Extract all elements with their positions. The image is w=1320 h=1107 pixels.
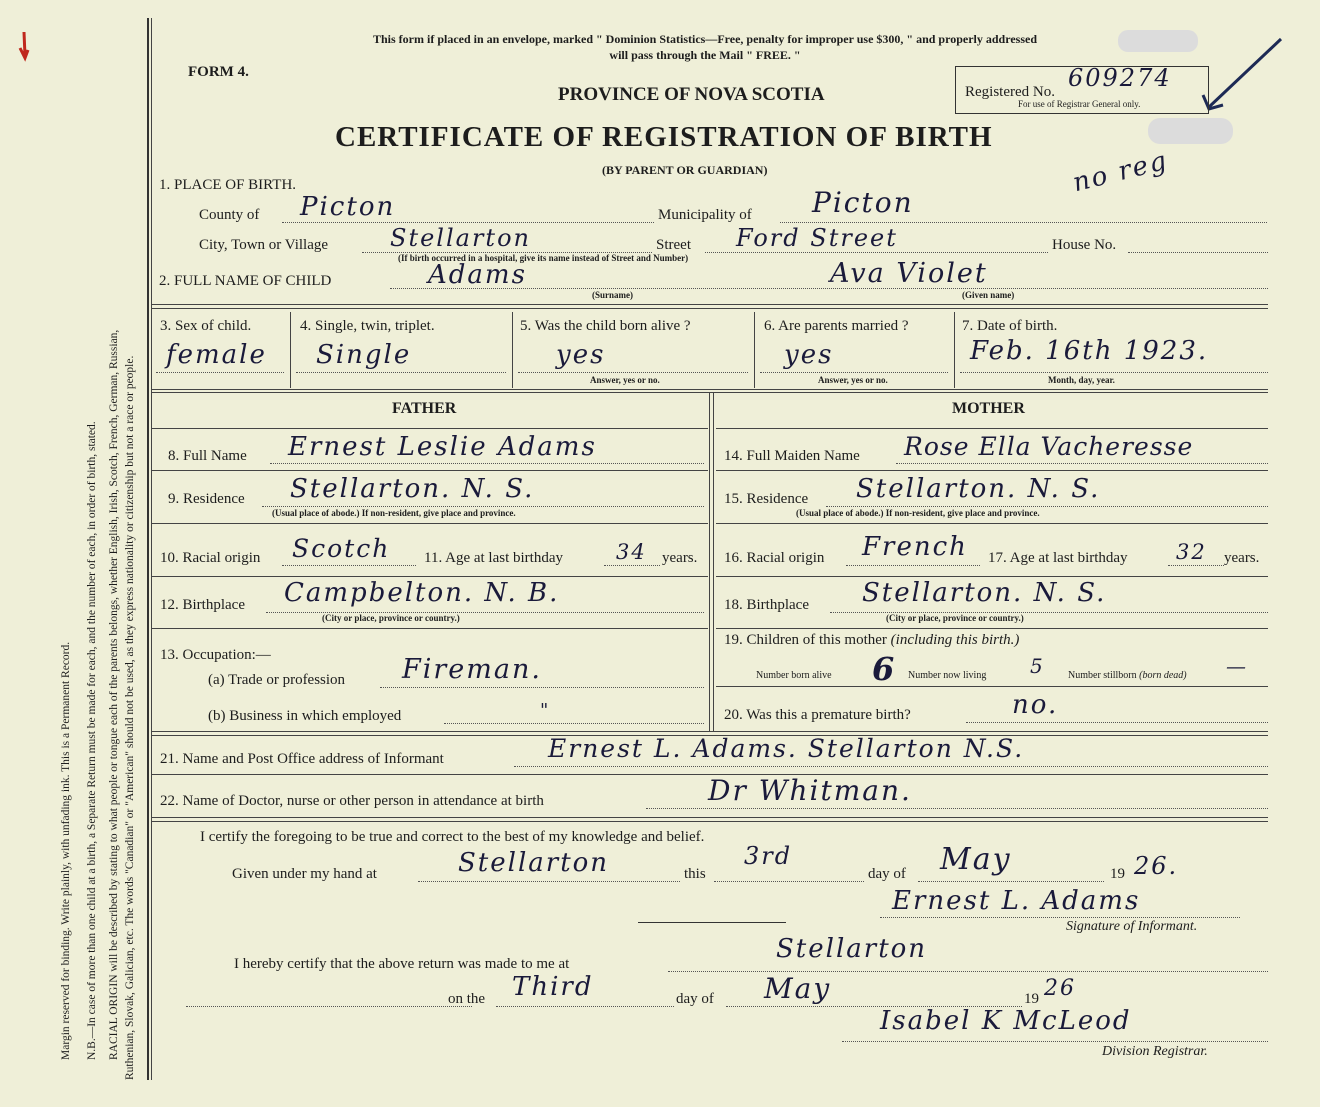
certificate-subtitle: (BY PARENT OR GUARDIAN) xyxy=(602,163,768,177)
registrar-day-value: Third xyxy=(512,972,594,1002)
registrar-lead-line xyxy=(186,1006,472,1007)
trade-label: (a) Trade or profession xyxy=(208,672,346,688)
mother-residence-line xyxy=(826,506,1268,507)
city-label: City, Town or Village xyxy=(199,237,329,253)
divider-5b xyxy=(152,821,1268,822)
father-birthplace-value: Campbelton. N. B. xyxy=(284,578,560,608)
father-age-label: 11. Age at last birthday xyxy=(424,550,563,566)
married-value: yes xyxy=(784,340,834,370)
divider-5 xyxy=(152,817,1268,818)
father-residence-note: (Usual place of abode.) If non-resident, give place and province. xyxy=(272,508,516,518)
mother-race-value: French xyxy=(862,532,968,562)
house-line xyxy=(1128,252,1268,253)
mother-race-label: 16. Racial origin xyxy=(724,550,825,566)
municipality-label: Municipality of xyxy=(658,207,752,223)
father-divider-1 xyxy=(152,470,708,471)
premature-label: 20. Was this a premature birth? xyxy=(724,707,911,723)
registrar-day-of-label: day of xyxy=(676,991,714,1007)
father-divider-4 xyxy=(152,628,708,629)
heading-divider-right xyxy=(716,428,1268,429)
born-alive-value: 6 xyxy=(872,650,897,688)
registrar-statement: I hereby certify that the above return was made to me at xyxy=(234,956,570,972)
father-name-value: Ernest Leslie Adams xyxy=(288,432,597,462)
stillborn-value: — xyxy=(1226,654,1248,678)
left-border-inner xyxy=(151,18,152,1080)
father-heading: FATHER xyxy=(392,400,457,417)
registrar-day-line xyxy=(496,1006,674,1007)
handwritten-note: no reg xyxy=(1069,145,1172,199)
mother-divider-1 xyxy=(716,470,1268,471)
living-label: Number now living xyxy=(908,670,987,681)
single-label: 4. Single, twin, triplet. xyxy=(300,318,435,334)
certify-statement: I certify the foregoing to be true and correct to the best of my knowledge and belief. xyxy=(200,829,705,845)
father-residence-label: 9. Residence xyxy=(168,491,245,507)
mother-name-line xyxy=(896,463,1268,464)
mother-age-unit: years. xyxy=(1224,550,1260,566)
street-value: Ford Street xyxy=(736,224,898,252)
dob-line xyxy=(960,372,1268,373)
day-line xyxy=(714,881,864,882)
blot-mid-right xyxy=(1148,118,1233,144)
father-birthplace-label: 12. Birthplace xyxy=(160,597,245,613)
on-the-label: on the xyxy=(448,991,486,1007)
mother-age-value: 32 xyxy=(1176,540,1207,564)
given-label: Given under my hand at xyxy=(232,866,377,882)
red-margin-mark xyxy=(16,30,30,70)
registrar-note: For use of Registrar General only. xyxy=(1018,99,1141,109)
premature-value: no. xyxy=(1012,690,1059,720)
stillborn-label: Number stillborn (born dead) xyxy=(1068,670,1187,681)
business-label: (b) Business in which employed xyxy=(208,708,402,724)
registrar-month-value: May xyxy=(764,972,832,1005)
business-line xyxy=(444,723,704,724)
day-of-label: day of xyxy=(868,866,906,882)
doctor-line xyxy=(646,808,1268,809)
informant-signature-line xyxy=(880,917,1240,918)
row3-sep-1 xyxy=(290,312,291,388)
married-note: Answer, yes or no. xyxy=(818,375,888,385)
registrar-year-value: 26 xyxy=(1044,976,1076,1001)
sex-label: 3. Sex of child. xyxy=(160,318,252,334)
mother-divider-3 xyxy=(716,576,1268,577)
business-value: " xyxy=(540,700,551,721)
premature-line xyxy=(966,722,1268,723)
this-label: this xyxy=(684,866,706,882)
father-name-line xyxy=(270,463,704,464)
city-value: Stellarton xyxy=(390,224,531,252)
municipality-line xyxy=(780,222,1267,223)
doctor-value: Dr Whitman. xyxy=(708,774,912,807)
center-divider-b xyxy=(713,393,714,731)
married-label: 6. Are parents married ? xyxy=(764,318,909,334)
divider-3 xyxy=(152,731,1268,732)
informant-line xyxy=(514,766,1268,767)
father-residence-line xyxy=(262,506,704,507)
row3-sep-2 xyxy=(512,312,513,388)
registered-number: 609274 xyxy=(1068,64,1172,92)
county-value: Picton xyxy=(300,192,396,222)
children-label: 19. Children of this mother (including this birth.) xyxy=(724,632,1020,648)
father-residence-value: Stellarton. N. S. xyxy=(290,474,535,504)
child-given-name: Ava Violet xyxy=(830,258,988,289)
mother-divider-2 xyxy=(716,523,1268,524)
dob-note: Month, day, year. xyxy=(1048,375,1115,385)
child-surname: Adams xyxy=(428,260,527,290)
mother-residence-note: (Usual place of abode.) If non-resident, give place and province. xyxy=(796,508,1040,518)
blot-top-right xyxy=(1118,30,1198,52)
father-name-label: 8. Full Name xyxy=(168,448,247,464)
alive-label: 5. Was the child born alive ? xyxy=(520,318,691,334)
hospital-note: (If birth occurred in a hospital, give its name instead of Street and Number) xyxy=(398,253,689,263)
row3-sep-4 xyxy=(954,312,955,388)
form-number: FORM 4. xyxy=(188,64,249,80)
mother-race-line xyxy=(846,565,980,566)
informant-value: Ernest L. Adams. Stellarton N.S. xyxy=(548,734,1025,763)
mother-name-label: 14. Full Maiden Name xyxy=(724,448,860,464)
street-label: Street xyxy=(656,237,691,253)
certificate-title: CERTIFICATE OF REGISTRATION OF BIRTH xyxy=(335,121,993,153)
mother-age-label: 17. Age at last birthday xyxy=(988,550,1128,566)
registrar-signature-line xyxy=(842,1041,1268,1042)
father-age-unit: years. xyxy=(662,550,698,566)
margin-text-3: RACIAL ORIGIN will be described by stating to what people or tongue each of the parents belongs, whether English, Irish, Scotch, French, German, Russian, xyxy=(108,329,120,1060)
child-name-label: 2. FULL NAME OF CHILD xyxy=(159,273,332,289)
divider-1 xyxy=(152,304,1268,305)
row3-sep-3 xyxy=(754,312,755,388)
registrar-year-prefix: 19 xyxy=(1024,991,1039,1007)
street-line xyxy=(705,252,1048,253)
center-divider xyxy=(709,393,710,731)
mother-birthplace-note: (City or place, province or country.) xyxy=(886,613,1024,623)
divider-1b xyxy=(152,308,1268,309)
trade-value: Fireman. xyxy=(402,654,542,685)
month-value: May xyxy=(940,842,1012,877)
mother-birthplace-value: Stellarton. N. S. xyxy=(862,578,1107,608)
father-race-line xyxy=(282,565,416,566)
alive-value: yes xyxy=(556,340,606,370)
surname-note: (Surname) xyxy=(592,290,633,300)
year-value: 26. xyxy=(1134,852,1179,880)
given-name-note: (Given name) xyxy=(962,290,1015,300)
given-place-value: Stellarton xyxy=(458,848,610,878)
dob-value: Feb. 16th 1923. xyxy=(970,336,1209,366)
mother-birthplace-label: 18. Birthplace xyxy=(724,597,809,613)
father-age-line xyxy=(604,565,660,566)
father-divider-3 xyxy=(152,576,708,577)
margin-text-1: Margin reserved for binding. Write plainly, with unfading ink. This is a Permanent Record. xyxy=(60,641,72,1060)
informant-signature: Ernest L. Adams xyxy=(892,886,1141,916)
margin-text-4: Ruthenian, Slovak, Galician, etc. The words "Canadian" or "American" should not be used, as they express nationality or citizenship but not a race or people. xyxy=(124,355,136,1080)
alive-note: Answer, yes or no. xyxy=(590,375,660,385)
single-line xyxy=(296,372,506,373)
mother-divider-4 xyxy=(716,628,1268,629)
month-line xyxy=(918,881,1104,882)
trade-line xyxy=(380,687,704,688)
county-label: County of xyxy=(199,207,260,223)
living-value: 5 xyxy=(1030,654,1045,678)
margin-text-2: N.B.—In case of more than one child at a birth, a Separate Return must be made for each, and the number of each, in order of birth, stated. xyxy=(86,421,98,1060)
mother-age-line xyxy=(1168,565,1224,566)
year-prefix: 19 xyxy=(1110,866,1125,882)
divider-2 xyxy=(152,389,1268,390)
father-race-label: 10. Racial origin xyxy=(160,550,261,566)
father-age-value: 34 xyxy=(616,540,647,564)
given-place-line xyxy=(418,881,680,882)
doctor-label: 22. Name of Doctor, nurse or other person in attendance at birth xyxy=(160,793,544,809)
separator-short xyxy=(638,922,786,923)
single-value: Single xyxy=(316,340,412,370)
informant-label: 21. Name and Post Office address of Informant xyxy=(160,751,444,767)
father-race-value: Scotch xyxy=(292,534,391,563)
alive-line xyxy=(518,372,748,373)
mother-name-value: Rose Ella Vacheresse xyxy=(904,432,1194,461)
sex-value: female xyxy=(166,340,267,370)
born-alive-label: Number born alive xyxy=(756,670,832,681)
mother-residence-label: 15. Residence xyxy=(724,491,809,507)
registrar-signature-label: Division Registrar. xyxy=(1102,1044,1208,1059)
place-of-birth-label: 1. PLACE OF BIRTH. xyxy=(159,177,297,193)
province-name: PROVINCE OF NOVA SCOTIA xyxy=(558,84,825,105)
father-divider-2 xyxy=(152,523,708,524)
mother-heading: MOTHER xyxy=(952,400,1025,417)
occupation-label: 13. Occupation:— xyxy=(160,647,271,663)
day-value: 3rd xyxy=(744,842,793,870)
house-label: House No. xyxy=(1052,237,1117,253)
sex-line xyxy=(156,372,284,373)
registered-label: Registered No. xyxy=(965,84,1055,100)
registrar-place-value: Stellarton xyxy=(776,934,928,964)
left-border xyxy=(147,18,149,1080)
registrar-signature: Isabel K McLeod xyxy=(880,1006,1132,1036)
registrar-place-line xyxy=(668,971,1268,972)
heading-divider-left xyxy=(152,428,708,429)
county-line xyxy=(282,222,654,223)
married-line xyxy=(760,372,948,373)
dob-label: 7. Date of birth. xyxy=(962,318,1058,334)
father-birthplace-note: (City or place, province or country.) xyxy=(322,613,460,623)
divider-2b xyxy=(152,392,1268,393)
mail-notice: This form if placed in an envelope, marked " Dominion Statistics—Free, penalty for improper use $300, " and properly addressed will pass through the Mail " FREE. " xyxy=(372,32,1037,62)
informant-signature-label: Signature of Informant. xyxy=(1066,919,1198,934)
mother-divider-5 xyxy=(716,686,1268,687)
mother-residence-value: Stellarton. N. S. xyxy=(856,474,1101,504)
municipality-value: Picton xyxy=(812,186,914,219)
